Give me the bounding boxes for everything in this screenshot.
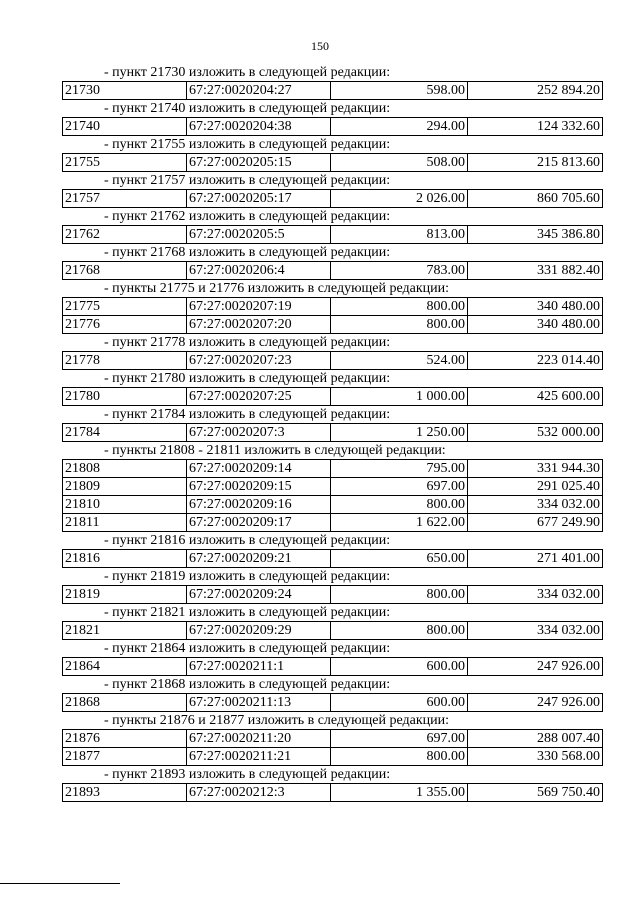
item-number-cell: 21893 xyxy=(63,784,187,802)
amendment-instruction: - пункты 21808 - 21811 изложить в следующей редакции: xyxy=(104,443,446,458)
table-row xyxy=(63,586,603,604)
area-cell: 1 000.00 xyxy=(331,388,468,406)
amendment-instruction: - пункт 21868 изложить в следующей редакции: xyxy=(104,677,391,692)
table-row xyxy=(63,190,603,208)
item-number-cell: 21768 xyxy=(63,262,187,280)
item-number-cell: 21730 xyxy=(63,82,187,100)
item-number-cell: 21762 xyxy=(63,226,187,244)
amendment-table xyxy=(62,189,603,208)
area-cell: 524.00 xyxy=(331,352,468,370)
cadastral-number-cell: 67:27:0020205:15 xyxy=(187,154,331,172)
value-cell: 288 007.40 xyxy=(468,730,603,748)
amendment-table xyxy=(62,153,603,172)
cadastral-number-cell: 67:27:0020209:16 xyxy=(187,496,331,514)
cadastral-number-cell: 67:27:0020209:24 xyxy=(187,586,331,604)
value-cell: 340 480.00 xyxy=(468,298,603,316)
area-cell: 1 355.00 xyxy=(331,784,468,802)
area-cell: 1 622.00 xyxy=(331,514,468,532)
area-cell: 800.00 xyxy=(331,298,468,316)
amendment-instruction: - пункт 21821 изложить в следующей редакции: xyxy=(104,605,391,620)
amendment-instruction: - пункт 21768 изложить в следующей редакции: xyxy=(104,245,391,260)
amendment-instruction: - пункт 21755 изложить в следующей редакции: xyxy=(104,137,391,152)
amendment-table xyxy=(62,387,603,406)
area-cell: 795.00 xyxy=(331,460,468,478)
amendment-instruction: - пункт 21893 изложить в следующей редакции: xyxy=(104,767,391,782)
table-row xyxy=(63,658,603,676)
cadastral-number-cell: 67:27:0020204:38 xyxy=(187,118,331,136)
amendment-instruction: - пункты 21775 и 21776 изложить в следующей редакции: xyxy=(104,281,450,296)
amendment-table xyxy=(62,117,603,136)
item-number-cell: 21877 xyxy=(63,748,187,766)
cadastral-number-cell: 67:27:0020209:21 xyxy=(187,550,331,568)
value-cell: 331 882.40 xyxy=(468,262,603,280)
amendment-table xyxy=(62,351,603,370)
cadastral-number-cell: 67:27:0020211:21 xyxy=(187,748,331,766)
cadastral-number-cell: 67:27:0020209:14 xyxy=(187,460,331,478)
amendment-instruction: - пункт 21784 изложить в следующей редакции: xyxy=(104,407,391,422)
amendment-table xyxy=(62,657,603,676)
value-cell: 223 014.40 xyxy=(468,352,603,370)
area-cell: 294.00 xyxy=(331,118,468,136)
table-row xyxy=(63,514,603,532)
value-cell: 331 944.30 xyxy=(468,460,603,478)
area-cell: 800.00 xyxy=(331,622,468,640)
table-row xyxy=(63,352,603,370)
table-row xyxy=(63,730,603,748)
table-row xyxy=(63,478,603,496)
cadastral-number-cell: 67:27:0020207:19 xyxy=(187,298,331,316)
table-row xyxy=(63,748,603,766)
amendment-table xyxy=(62,783,603,802)
value-cell: 271 401.00 xyxy=(468,550,603,568)
area-cell: 800.00 xyxy=(331,586,468,604)
table-row xyxy=(63,298,603,316)
value-cell: 330 568.00 xyxy=(468,748,603,766)
amendment-table xyxy=(62,459,603,532)
value-cell: 340 480.00 xyxy=(468,316,603,334)
value-cell: 532 000.00 xyxy=(468,424,603,442)
item-number-cell: 21776 xyxy=(63,316,187,334)
item-number-cell: 21876 xyxy=(63,730,187,748)
item-number-cell: 21775 xyxy=(63,298,187,316)
table-row xyxy=(63,622,603,640)
amendment-instruction: - пункт 21780 изложить в следующей редакции: xyxy=(104,371,391,386)
item-number-cell: 21780 xyxy=(63,388,187,406)
cadastral-number-cell: 67:27:0020209:29 xyxy=(187,622,331,640)
table-row xyxy=(63,694,603,712)
table-row xyxy=(63,424,603,442)
document-body xyxy=(62,64,603,802)
cadastral-number-cell: 67:27:0020206:4 xyxy=(187,262,331,280)
amendment-table xyxy=(62,297,603,334)
area-cell: 800.00 xyxy=(331,496,468,514)
amendment-table xyxy=(62,693,603,712)
value-cell: 677 249.90 xyxy=(468,514,603,532)
footnote-divider xyxy=(0,883,120,884)
cadastral-number-cell: 67:27:0020211:20 xyxy=(187,730,331,748)
amendment-instruction: - пункт 21740 изложить в следующей редакции: xyxy=(104,101,391,116)
amendment-instruction: - пункты 21876 и 21877 изложить в следующей редакции: xyxy=(104,713,450,728)
cadastral-number-cell: 67:27:0020211:1 xyxy=(187,658,331,676)
item-number-cell: 21821 xyxy=(63,622,187,640)
area-cell: 697.00 xyxy=(331,730,468,748)
amendment-instruction: - пункт 21730 изложить в следующей редакции: xyxy=(104,65,391,80)
cadastral-number-cell: 67:27:0020205:17 xyxy=(187,190,331,208)
value-cell: 215 813.60 xyxy=(468,154,603,172)
table-row xyxy=(63,118,603,136)
cadastral-number-cell: 67:27:0020207:25 xyxy=(187,388,331,406)
table-row xyxy=(63,82,603,100)
value-cell: 124 332.60 xyxy=(468,118,603,136)
table-row xyxy=(63,262,603,280)
amendment-table xyxy=(62,729,603,766)
cadastral-number-cell: 67:27:0020212:3 xyxy=(187,784,331,802)
amendment-table xyxy=(62,81,603,100)
item-number-cell: 21740 xyxy=(63,118,187,136)
table-row xyxy=(63,154,603,172)
area-cell: 650.00 xyxy=(331,550,468,568)
amendment-table xyxy=(62,621,603,640)
cadastral-number-cell: 67:27:0020204:27 xyxy=(187,82,331,100)
value-cell: 247 926.00 xyxy=(468,658,603,676)
area-cell: 600.00 xyxy=(331,694,468,712)
area-cell: 1 250.00 xyxy=(331,424,468,442)
item-number-cell: 21757 xyxy=(63,190,187,208)
amendment-table xyxy=(62,585,603,604)
value-cell: 247 926.00 xyxy=(468,694,603,712)
amendment-table xyxy=(62,423,603,442)
table-row xyxy=(63,316,603,334)
item-number-cell: 21755 xyxy=(63,154,187,172)
area-cell: 600.00 xyxy=(331,658,468,676)
table-row xyxy=(63,550,603,568)
value-cell: 334 032.00 xyxy=(468,496,603,514)
value-cell: 334 032.00 xyxy=(468,622,603,640)
amendment-table xyxy=(62,225,603,244)
area-cell: 783.00 xyxy=(331,262,468,280)
area-cell: 813.00 xyxy=(331,226,468,244)
table-row xyxy=(63,784,603,802)
cadastral-number-cell: 67:27:0020211:13 xyxy=(187,694,331,712)
page-number: 150 xyxy=(311,39,329,53)
value-cell: 345 386.80 xyxy=(468,226,603,244)
item-number-cell: 21808 xyxy=(63,460,187,478)
area-cell: 800.00 xyxy=(331,316,468,334)
table-row xyxy=(63,496,603,514)
area-cell: 800.00 xyxy=(331,748,468,766)
item-number-cell: 21819 xyxy=(63,586,187,604)
amendment-instruction: - пункт 21757 изложить в следующей редакции: xyxy=(104,173,391,188)
amendment-table xyxy=(62,549,603,568)
table-row xyxy=(63,226,603,244)
value-cell: 860 705.60 xyxy=(468,190,603,208)
amendment-instruction: - пункт 21819 изложить в следующей редакции: xyxy=(104,569,391,584)
value-cell: 334 032.00 xyxy=(468,586,603,604)
cadastral-number-cell: 67:27:0020205:5 xyxy=(187,226,331,244)
item-number-cell: 21778 xyxy=(63,352,187,370)
item-number-cell: 21811 xyxy=(63,514,187,532)
cadastral-number-cell: 67:27:0020209:17 xyxy=(187,514,331,532)
amendment-instruction: - пункт 21864 изложить в следующей редакции: xyxy=(104,641,391,656)
area-cell: 2 026.00 xyxy=(331,190,468,208)
item-number-cell: 21864 xyxy=(63,658,187,676)
area-cell: 697.00 xyxy=(331,478,468,496)
cadastral-number-cell: 67:27:0020209:15 xyxy=(187,478,331,496)
table-row xyxy=(63,388,603,406)
area-cell: 508.00 xyxy=(331,154,468,172)
amendment-instruction: - пункт 21816 изложить в следующей редакции: xyxy=(104,533,391,548)
value-cell: 569 750.40 xyxy=(468,784,603,802)
value-cell: 425 600.00 xyxy=(468,388,603,406)
item-number-cell: 21868 xyxy=(63,694,187,712)
amendment-instruction: - пункт 21762 изложить в следующей редакции: xyxy=(104,209,391,224)
item-number-cell: 21809 xyxy=(63,478,187,496)
amendment-table xyxy=(62,261,603,280)
table-row xyxy=(63,460,603,478)
value-cell: 291 025.40 xyxy=(468,478,603,496)
value-cell: 252 894.20 xyxy=(468,82,603,100)
item-number-cell: 21810 xyxy=(63,496,187,514)
cadastral-number-cell: 67:27:0020207:3 xyxy=(187,424,331,442)
amendment-instruction: - пункт 21778 изложить в следующей редакции: xyxy=(104,335,391,350)
item-number-cell: 21816 xyxy=(63,550,187,568)
cadastral-number-cell: 67:27:0020207:23 xyxy=(187,352,331,370)
area-cell: 598.00 xyxy=(331,82,468,100)
item-number-cell: 21784 xyxy=(63,424,187,442)
cadastral-number-cell: 67:27:0020207:20 xyxy=(187,316,331,334)
